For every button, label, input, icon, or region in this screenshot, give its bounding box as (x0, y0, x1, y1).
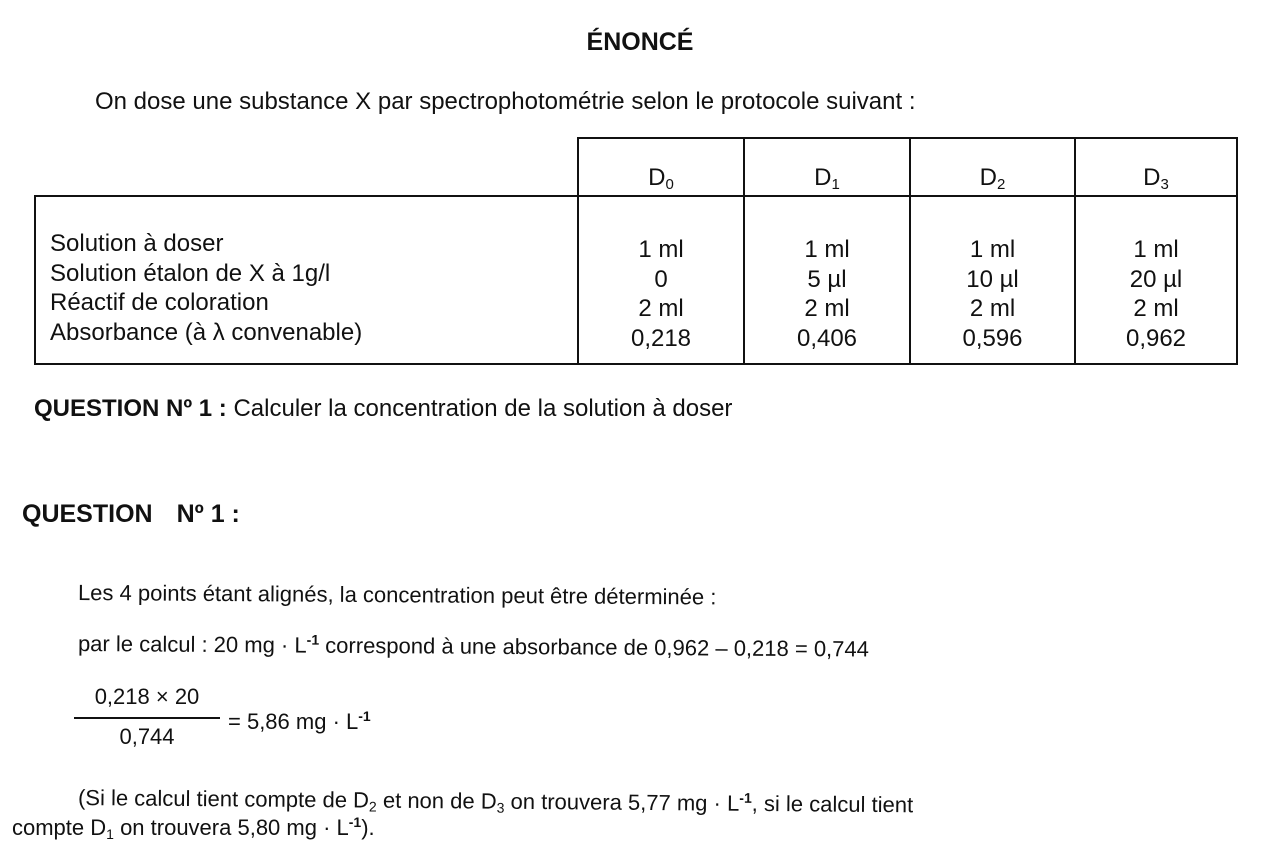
col-values-d0 (579, 235, 743, 353)
intro-text: On dose une substance X par spectrophotométrie selon le protocole suivant : (95, 88, 916, 115)
fraction-numerator: 0,218 × 20 (94, 684, 200, 709)
table-top-border (577, 137, 1238, 139)
col-values-d2 (911, 235, 1074, 353)
cell: 0,596 (962, 324, 1023, 352)
row-label: Solution étalon de X à 1g/l (50, 259, 331, 287)
row-label: Absorbance (à λ convenable) (50, 318, 363, 346)
answer-heading: QUESTION Nº 1 : (22, 500, 240, 528)
cell: 1 ml (638, 236, 684, 263)
question-statement (34, 395, 732, 423)
question-text: Calculer la concentration de la solution à doser (226, 395, 733, 422)
cell: 0 (654, 265, 668, 293)
cell: 0,962 (1125, 324, 1187, 352)
row-labels (50, 229, 362, 347)
cell: 20 µl (1129, 265, 1183, 293)
col-header-d3: $D_3$ (1143, 164, 1169, 193)
answer-line-2: par le calcul : 20 mg · $L^{-1}$ correspond à une absorbance de 0,962 – 0,218 = 0,744 (77, 631, 870, 662)
cell: 1 ml (969, 236, 1016, 263)
cell: 2 ml (804, 295, 850, 322)
answer-line-1: Les 4 points étant alignés, la concentration peut être déterminée : (77, 580, 717, 610)
question-label: QUESTION Nº 1 : (34, 395, 227, 422)
cell: 0,406 (796, 324, 858, 352)
cell: 2 ml (969, 295, 1016, 322)
cell: 1 ml (1133, 236, 1179, 263)
fraction-result: = 5,86 mg · $L^{-1}$ (228, 708, 371, 734)
table-bottom-border (34, 363, 1238, 365)
page-title: ÉNONCÉ (586, 28, 694, 56)
cell: 5 µl (807, 265, 847, 293)
answer-line-5: compte D1 on trouvera 5,80 mg · $L^{-1}$). (12, 814, 375, 842)
cell: 2 ml (638, 295, 684, 322)
col-values-d1 (745, 235, 909, 353)
col-header-d0: $D_0$ (648, 164, 674, 193)
cell: 0,218 (630, 324, 692, 352)
col-header-d1: $D_1$ (814, 164, 840, 193)
row-label: Solution à doser (50, 230, 224, 257)
cell: 10 µl (966, 265, 1019, 293)
row-label: Réactif de coloration (50, 289, 269, 316)
fraction (72, 684, 222, 754)
cell: 2 ml (1133, 295, 1179, 322)
col-values-d3 (1076, 235, 1236, 353)
cell: 1 ml (804, 236, 850, 263)
fraction-bar (74, 717, 220, 719)
table-header-border (34, 195, 1238, 197)
table-right-border (1236, 137, 1238, 365)
protocol-table (34, 137, 1238, 365)
table-left-border (34, 195, 36, 365)
answer-line-4: (Si le calcul tient compte de D2 et non de D3 on trouvera 5,77 mg · $L^{-1}$, si le calcul tient (77, 785, 914, 818)
fraction-denominator: 0,744 (119, 724, 175, 749)
col-header-d2: $D_2$ (979, 164, 1006, 193)
